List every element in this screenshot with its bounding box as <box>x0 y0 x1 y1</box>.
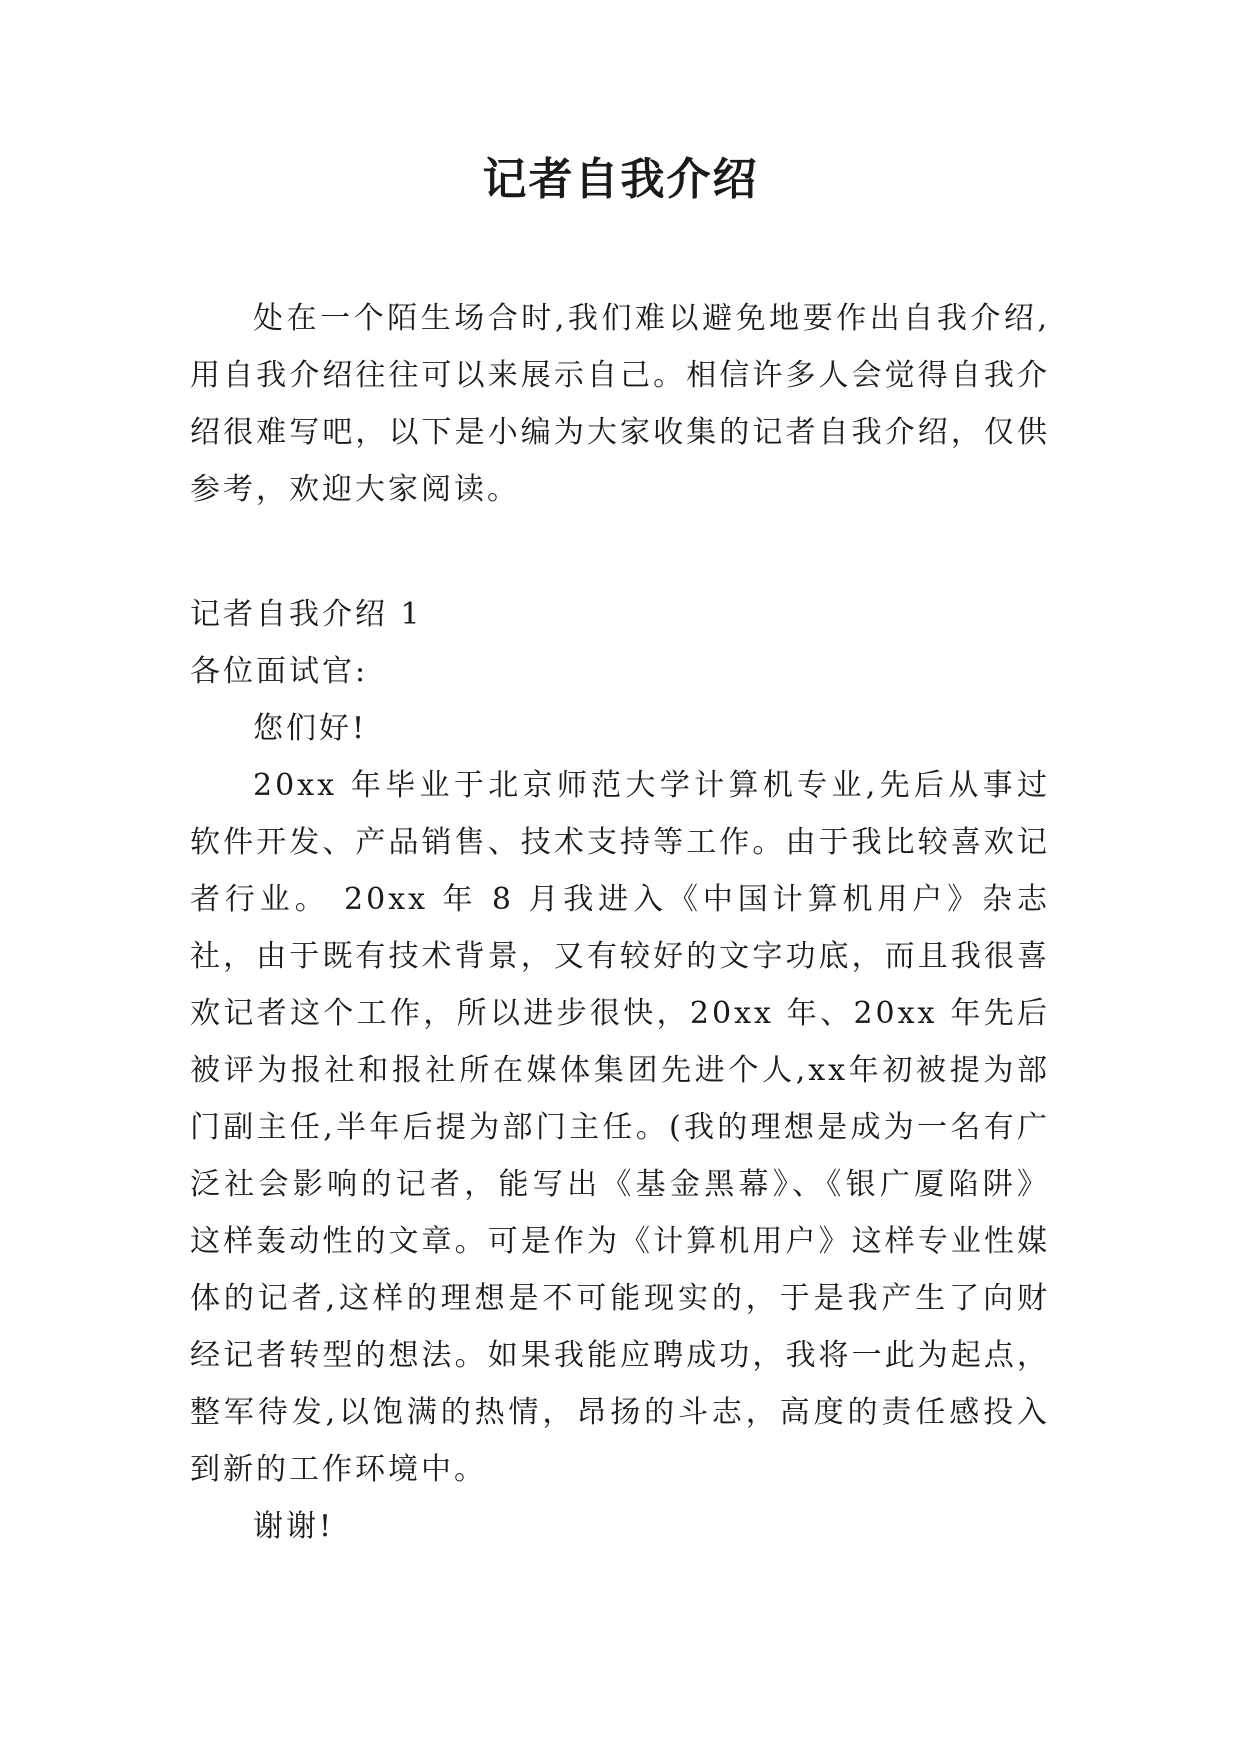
intro-paragraph: 处在一个陌生场合时,我们难以避免地要作出自我介绍,用自我介绍往往可以来展示自己。相信许多人会觉得自我介绍很难写吧，以下是小编为大家收集的记者自我介绍，仅供参考，欢迎大家阅读。 <box>190 301 1050 507</box>
letter-section <box>190 586 1050 1555</box>
section-heading: 记者自我介绍 1 <box>190 597 423 632</box>
closing: 谢谢! <box>253 1509 335 1544</box>
salutation: 各位面试官: <box>190 654 369 689</box>
document-title: 记者自我介绍 <box>482 154 759 205</box>
intro-block <box>190 290 1050 518</box>
greeting: 您们好! <box>253 711 368 746</box>
letter-body-paragraph: 20xx 年毕业于北京师范大学计算机专业,先后从事过软件开发、产品销售、技术支持等工作。由于我比较喜欢记者行业。 20xx 年 8 月我进入《中国计算机用户》杂志社，由于既有技术背景，又有较好的文字功底，而且我很喜欢记者这个工作，所以进步很快，20xx 年、20xx 年先后被评为报社和报社所在媒体集团先进个人,xx年初被提为部门副主任,半年后提为部门主任。(我的理想是成为一名有广泛社会影响的记者，能写出《基金黑幕》、《银广厦陷阱》这样轰动性的文章。可是作为《计算机用户》这样专业性媒体的记者,这样的理想是不可能现实的，于是我产生了向财经记者转型的想法。如果我能应聘成功，我将一此为起点，整军待发,以饱满的热情，昂扬的斗志，高度的责任感投入到新的工作环境中。 <box>190 768 1050 1487</box>
